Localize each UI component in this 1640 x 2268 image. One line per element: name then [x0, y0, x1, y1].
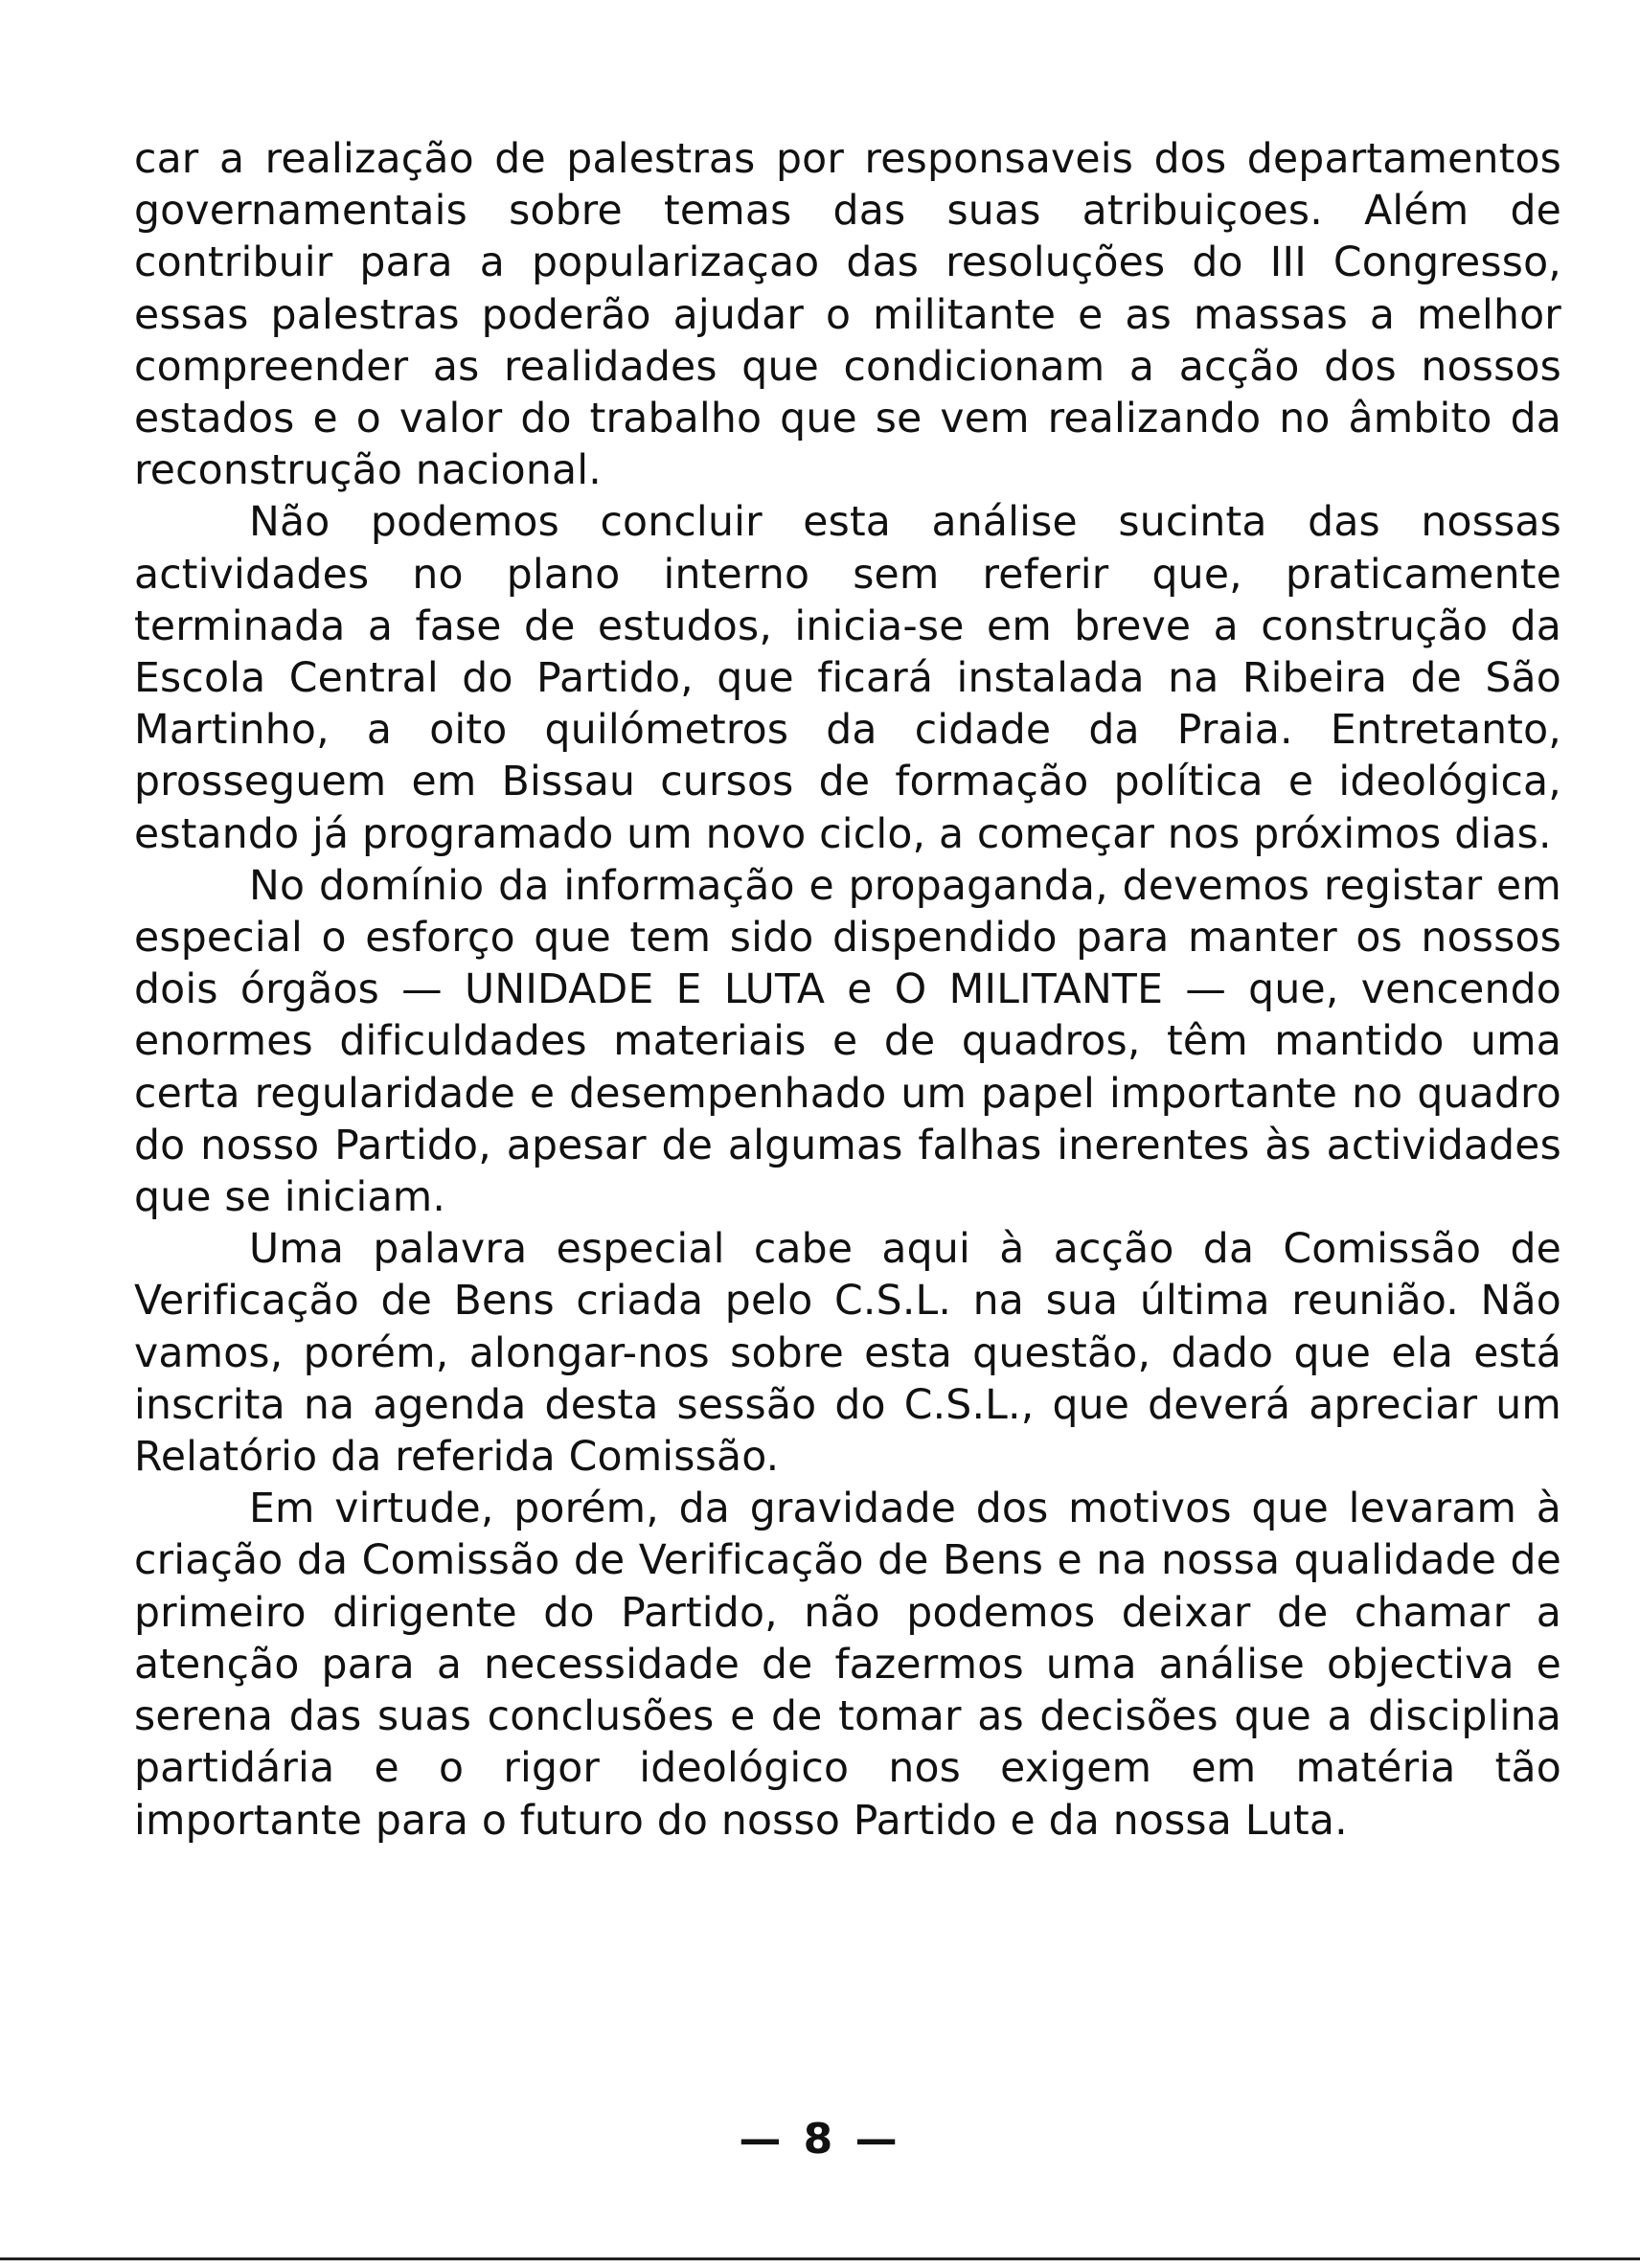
paragraph-5: Em virtude, porém, da gravidade dos motivos que levaram à criação da Comissão de Verificação de Bens e na nossa qualidade de primeiro dirigente do Partido, não podemos deixar de chamar a atenção para a necessidade de fazermos uma análise objectiva e serena das suas conclusões e de tomar as decisões que a disciplina partidária e o rigor ideológico nos exigem em matéria tão importante para o futuro do nosso Partido e da nossa Luta. [134, 1486, 1561, 1845]
paragraph-4: Uma palavra especial cabe aqui à acção da Comissão de Verificação de Bens criada pelo C.S.L. na sua última reunião. Não vamos, porém, alongar-nos sobre esta questão, dado que ela está inscrita na agenda desta sessão do C.S.L., que deverá apreciar um Relatório da referida Comissão. [134, 1226, 1561, 1482]
paragraph-2: Não podemos concluir esta análise sucinta das nossas actividades no plano interno sem referir que, praticamente terminada a fase de estudos, inicia-se em breve a construção da Escola Central do Partido, que ficará instalada na Ribeira de São Martinho, a oito quilómetros da cidade da Praia. Entretanto, prosseguem em Bissau cursos de formação política e ideológica, estando já programado um novo ciclo, a começar nos próximos dias. [134, 499, 1561, 858]
paragraph-3: No domínio da informação e propaganda, devemos registar em especial o esforço que tem sido dispendido para manter os nossos dois órgãos — UNIDADE E LUTA e O MILITANTE — que, vencendo enormes dificuldades materiais e de quadros, têm mantido uma certa regularidade e desempenhado um papel importante no quadro do nosso Partido, apesar de algumas falhas inerentes às actividades que se iniciam. [134, 862, 1561, 1222]
body-text [134, 134, 1561, 1848]
bottom-rule [0, 2257, 1640, 2260]
paragraph-1: car a realização de palestras por responsaveis dos departamentos governamentais sobre temas das suas atribuiçoes. Além de contribuir para a popularizaçao das resoluções do III Congresso, essas palestras poderão ajudar o militante e as massas a melhor compreender as realidades que condicionam a acção dos nossos estados e o valor do trabalho que se vem realizando no âmbito da reconstrução nacional. [134, 136, 1561, 495]
page-number: — 8 — [739, 2115, 901, 2164]
